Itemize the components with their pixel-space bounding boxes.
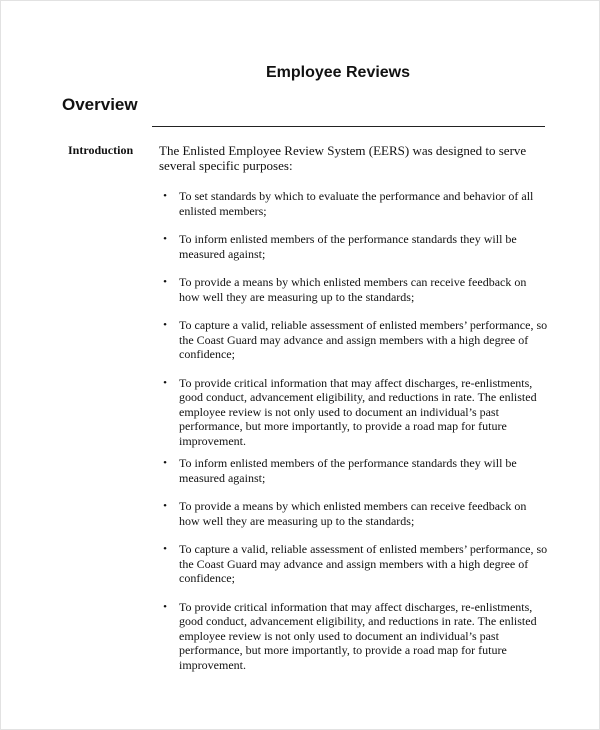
list-item-text: To capture a valid, reliable assessment of enlisted members’ performance, so the Coast Guard may advance and assign members with a high degree of confidence;: [179, 542, 548, 585]
bullet-icon: •: [163, 600, 167, 613]
section-heading-overview: Overview: [62, 95, 138, 114]
list-item: [159, 275, 549, 304]
list-item-text: To provide a means by which enlisted members can receive feedback on how well they are measuring up to the standards;: [179, 275, 527, 304]
bullet-icon: •: [163, 457, 167, 469]
bullet-icon: •: [163, 543, 167, 555]
bullet-icon: •: [163, 376, 167, 389]
list-item-text: To capture a valid, reliable assessment of enlisted members’ performance, so the Coast Guard may advance and assign members with a high degree of confidence;: [179, 318, 548, 361]
list-item: [159, 189, 549, 218]
list-item: [159, 499, 549, 528]
list-item: [159, 600, 549, 673]
list-item: [159, 456, 549, 485]
purpose-bullet-list: [159, 189, 549, 462]
intro-paragraph: The Enlisted Employee Review System (EERS) was designed to serve several specific purposes:: [159, 143, 527, 173]
heading-rule: [152, 126, 545, 127]
document-title: Employee Reviews: [265, 64, 411, 81]
list-item-text: To provide critical information that may affect discharges, re-enlistments, good conduct, advancement eligibility, and reductions in rate. The enlisted employee review is not only used to document an individual’s past performance, but more importantly, to provide a road map for future improvement.: [179, 599, 537, 672]
list-item-text: To inform enlisted members of the performance standards they will be measured against;: [179, 232, 517, 261]
list-item: [159, 232, 549, 261]
side-label-introduction: Introduction: [68, 143, 134, 157]
list-item-text: To inform enlisted members of the performance standards they will be measured against;: [179, 456, 517, 485]
bullet-icon: •: [163, 500, 167, 512]
list-item-text: To provide critical information that may affect discharges, re-enlistments, good conduct, advancement eligibility, and reductions in rate. The enlisted employee review is not only used to document an individual’s past performance, but more importantly, to provide a road map for future improvement.: [179, 375, 537, 448]
list-item: [159, 542, 549, 586]
bullet-icon: •: [163, 190, 167, 202]
list-item: [159, 376, 549, 449]
bullet-icon: •: [163, 319, 167, 331]
list-item-text: To set standards by which to evaluate the performance and behavior of all enlisted members;: [179, 189, 534, 218]
bullet-icon: •: [163, 276, 167, 288]
bullet-icon: •: [163, 233, 167, 245]
list-item: [159, 318, 549, 362]
repeated-bullet-list: [159, 456, 549, 686]
list-item-text: To provide a means by which enlisted members can receive feedback on how well they are measuring up to the standards;: [179, 499, 527, 528]
